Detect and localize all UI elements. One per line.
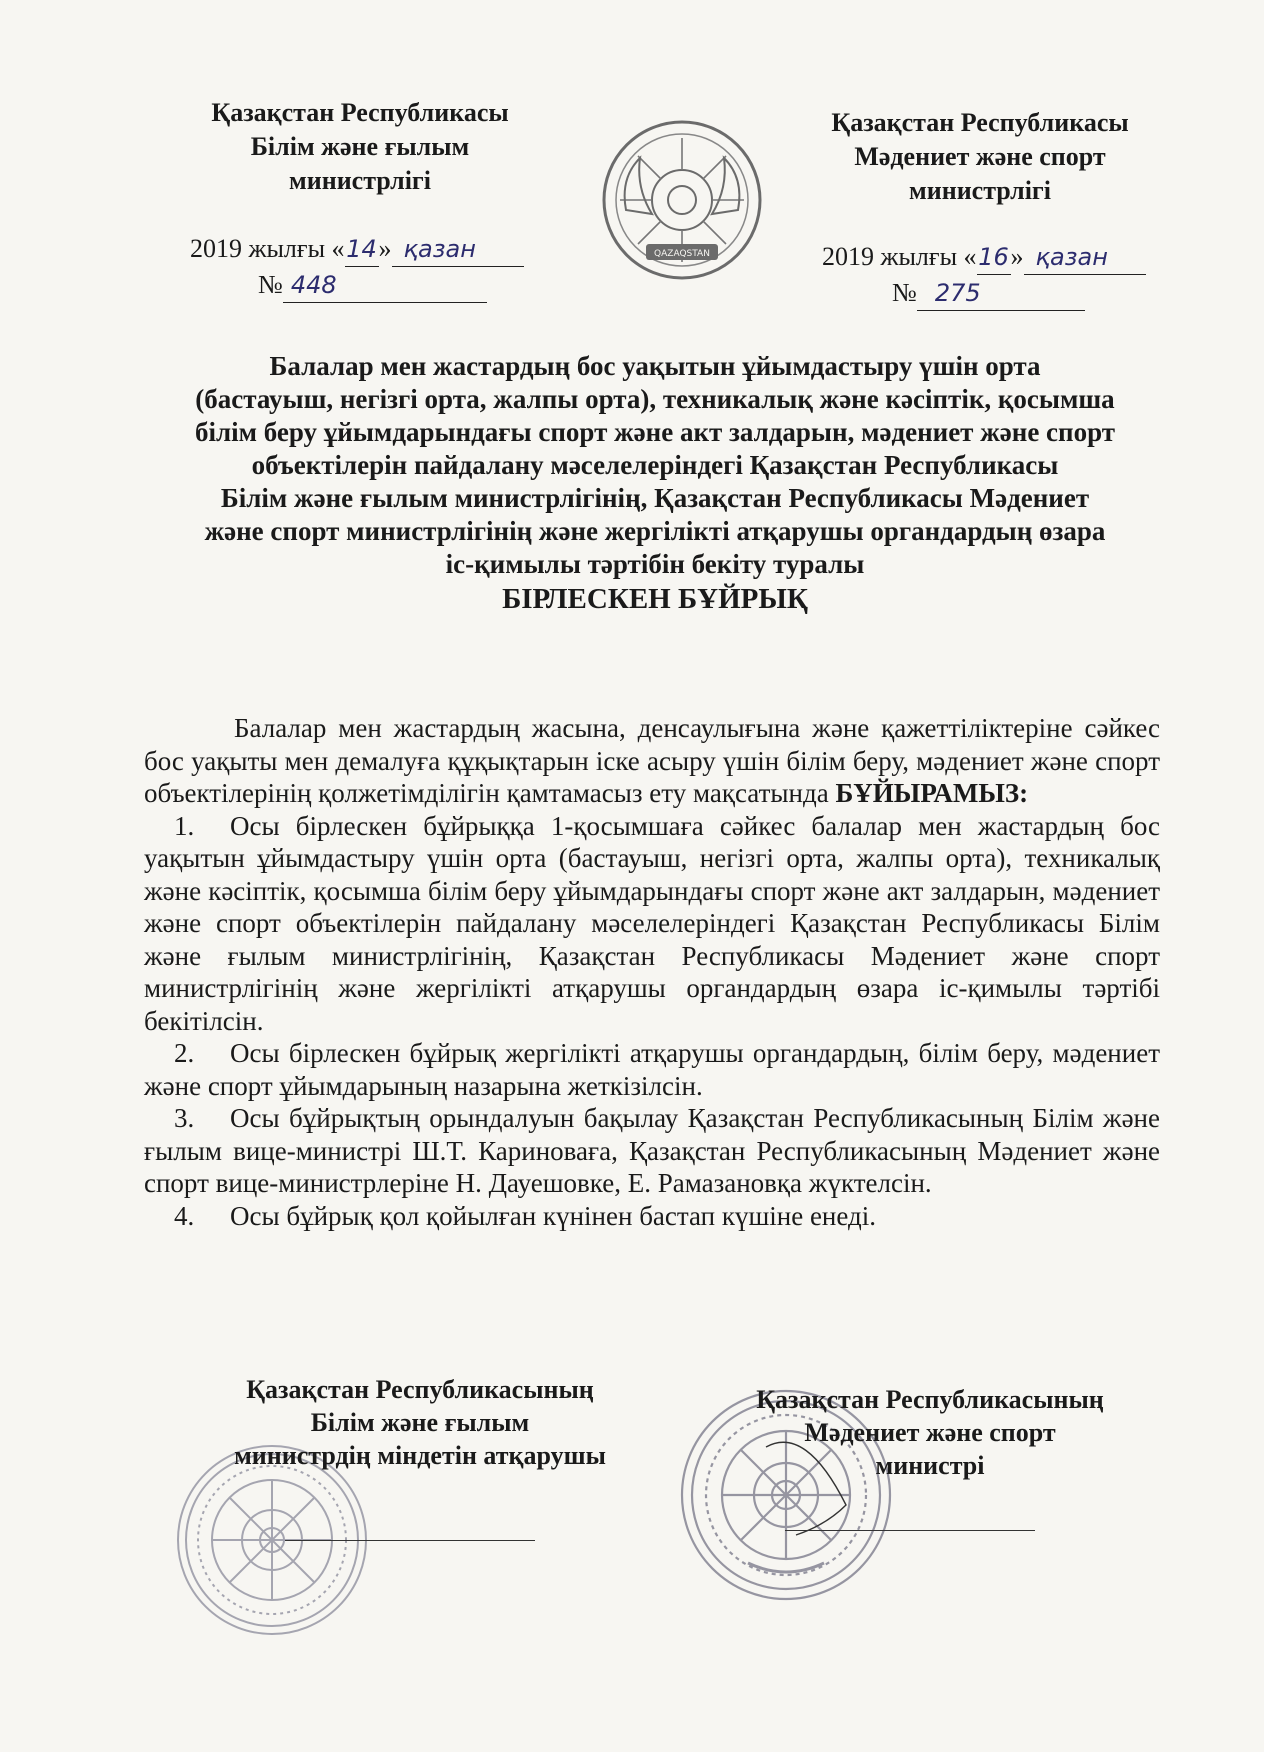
date-right	[822, 240, 1146, 275]
issuer-right-line3: министрлігі	[909, 176, 1051, 205]
issuer-right-line2: Мәдениет және спорт	[854, 142, 1106, 171]
state-emblem-icon	[600, 118, 764, 282]
signatory-left	[195, 1373, 645, 1472]
title-line: Білім және ғылым министрлігінің, Қазақстан Республикасы Мәдениет	[220, 483, 1090, 513]
title-line: Балалар мен жастардың бос уақытын ұйымдастыру үшін орта	[269, 351, 1041, 381]
number-left-value: 448	[290, 271, 337, 299]
number-right-prefix: №	[892, 278, 917, 307]
list-item	[144, 1102, 1160, 1200]
document-title	[140, 350, 1170, 616]
item-text: Осы бірлескен бұйрыққа 1-қосымшаға сәйкес балалар мен жастардың бос уақытын ұйымдастыру үшін орта (бастауыш, негізгі орта, жалпы орта), техникалық және кәсіптік, қосымша білім беру ұйымдарындағы спорт және акт залдарын, мәдениет және спорт объектілерін пайдалану мәселелеріндегі Қазақстан Республикасы Білім және ғылым министрлігінің, Қазақстан Республикасы Мәдениет және спорт министрлігінің және жергілікті атқарушы органдардың өзара іс-қимылы тәртібі бекітілсін.	[144, 810, 1160, 1036]
intro-bold: БҰЙЫРАМЫЗ:	[835, 778, 1029, 808]
document-body	[144, 712, 1160, 1232]
number-right	[892, 276, 1085, 311]
date-right-day: 16	[978, 243, 1009, 271]
title-line: іс-қимылы тәртібін бекіту туралы	[445, 549, 865, 579]
issuer-right-line1: Қазақстан Республикасы	[831, 108, 1129, 137]
date-right-mid: »	[1010, 242, 1024, 271]
issuer-left	[150, 96, 570, 198]
number-right-value: 275	[934, 279, 981, 307]
list-item	[144, 1200, 1160, 1233]
item-text: Осы бірлескен бұйрық жергілікті атқарушы органдардың, білім беру, мәдениет және спорт ұйымдарының назарына жеткізілсін.	[144, 1038, 1160, 1101]
date-left-prefix: 2019 жылғы «	[190, 234, 345, 263]
signatory-right-line1: Қазақстан Республикасының	[756, 1385, 1104, 1414]
issuer-left-line3: министрлігі	[289, 166, 431, 195]
item-number: 2.	[174, 1038, 195, 1068]
signature-line-left	[285, 1540, 535, 1541]
list-item	[144, 1037, 1160, 1102]
signatory-left-line1: Қазақстан Республикасының	[246, 1375, 594, 1404]
number-left-prefix: №	[258, 270, 283, 299]
item-number: 4.	[174, 1200, 195, 1231]
date-right-prefix: 2019 жылғы «	[822, 242, 977, 271]
signature-line-right	[785, 1530, 1035, 1531]
intro-paragraph	[144, 712, 1160, 810]
issuer-left-line2: Білім және ғылым	[250, 132, 470, 161]
item-text: Осы бұйрық қол қойылған күнінен бастап күшіне енеді.	[230, 1200, 876, 1231]
issuer-right	[780, 106, 1180, 208]
date-left-month: қазан	[403, 235, 476, 263]
signatory-left-line2: Білім және ғылым	[310, 1408, 530, 1437]
number-left	[258, 268, 487, 303]
title-line: (бастауыш, негізгі орта, жалпы орта), техникалық және кәсіптік, қосымша	[195, 384, 1115, 414]
signatory-right-line3: министрі	[875, 1451, 985, 1480]
date-left-mid: »	[378, 234, 392, 263]
list-item	[144, 810, 1160, 1038]
issuer-left-line1: Қазақстан Республикасы	[211, 98, 509, 127]
signatory-right	[700, 1383, 1160, 1482]
intro-text: Балалар мен жастардың жасына, денсаулығына және қажеттіліктеріне сәйкес бос уақыты мен демалуға құқықтарын іске асыру үшін білім беру, мәдениет және спорт объектілерінің қолжетімділігін қамтамасыз ету мақсатында	[144, 713, 1160, 808]
title-line: білім беру ұйымдарындағы спорт және акт залдарын, мәдениет және спорт	[194, 417, 1116, 447]
signatory-right-line2: Мәдениет және спорт	[804, 1418, 1056, 1447]
title-line: және спорт министрлігінің және жергілікті атқарушы органдардың өзара	[204, 516, 1106, 546]
date-left-day: 14	[346, 235, 377, 263]
item-text: Осы бұйрықтың орындалуын бақылау Қазақстан Республикасының Білім және ғылым вице-министрі Ш.Т. Кариноваға, Қазақстан Республикасының Мәдениет және спорт вице-министрлеріне Н. Дауешовке, Е. Рамазановқа жүктелсін.	[144, 1103, 1160, 1198]
item-number: 1.	[174, 810, 195, 841]
date-left	[190, 232, 524, 267]
title-line: объектілерін пайдалану мәселелеріндегі Қазақстан Республикасы	[251, 450, 1059, 480]
signatory-left-line3: министрдің міндетін атқарушы	[234, 1441, 606, 1470]
emblem-label: QAZAQSTAN	[654, 249, 710, 259]
date-right-month: қазан	[1035, 243, 1108, 271]
document-heading: БІРЛЕСКЕН БҰЙРЫҚ	[502, 583, 808, 615]
item-number: 3.	[174, 1103, 195, 1133]
